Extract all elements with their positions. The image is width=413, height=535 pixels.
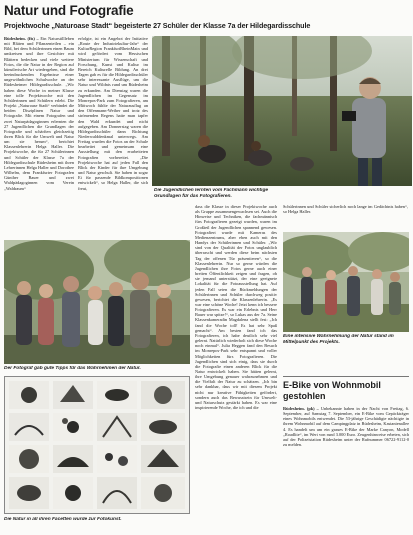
ebike-article-text — [283, 406, 409, 528]
ebike-top-rule — [283, 376, 409, 377]
photo-photographer-forest — [152, 36, 412, 186]
subheadline: Projektwoche „Naturoase Stadt“ begeisterte 27 Schüler der Klasse 7a der Hildegardisschule — [4, 21, 311, 30]
article-column-4 — [283, 204, 408, 228]
headline: Natur und Fotografie — [4, 3, 134, 18]
photo-students-field — [283, 232, 409, 332]
article-column-1 — [4, 36, 74, 236]
caption-right-photo: Die Jugendlichen lernten vom Fachmann wichtige Grundlagen für das Fotografieren. — [154, 188, 269, 199]
dateline: Rüdesheim. (fis) – — [4, 36, 39, 41]
article-column-3 — [195, 204, 277, 530]
photo-grid — [4, 376, 190, 514]
caption-small-photo: Eine intensive Wahrnehmung der Natur stand im Mittelpunkt des Projekts. — [283, 334, 394, 345]
column-2-text: erfolgte, ist ein Angebot der Initiative „Route der Industriekultur-Jahr“ der KulturRegion FrankfurtRheinMain und wird gefördert vom Hessischen Ministerium für Wissenschaft und Forschung, Kunst und Kultur im Bereich Kulturelle Bildung. An drei Tagen gab es für die Hildegardisschüler sehr interessante Ausflüge, um die Natur und Wildnis rund um Rüdesheim zu erkunden. Am Dienstag waren die Jugendlichen im Gegensatz im Monrepos-Park zum Fotografieren, am Mittwoch fühlte der Naturausflug an den Offenmann-Weiher und trotz des strömenden Regens hatte man tapfer den Wald erkundet und nicht aufgegeben. Am Donnerstag waren die Hildegardisschüler dann Richtung Niederwalddenkmal unterwegs. Am Freitag wurden die Fotos an der Schule bearbeitet und gemeinsam eine Ausstellung mit den erarbeiteten Fotografien vorbereitet. „Die Projektwoche hat auf jeden Fall den Blick der Kinder für ihre Umgebung und Natur geschult. Sie haben in sogar Ei für passende Bildkompositionen entwickelt“, so Helga Haller, die sich freut, — [78, 36, 148, 191]
ebike-dateline: Rüdesheim. (pk) – — [283, 406, 319, 411]
caption-photo-grid: Die Natur in all ihren Facetten wurde zur Fotokunst. — [4, 517, 122, 522]
column-4-text: Schülerinnen und Schüler sicherlich noch lange im Gedächtnis haben“, so Helga Haller. — [283, 204, 408, 215]
column-3-text: dass die Klasse in dieser Projektwoche auch als Gruppe zusammengewachsen sei. Auch die Hinweise und Techniken, die fachmännisch fürs Fotografieren gezeigt wurden, waren im Großteil der Jugendlichen spannend gewesen. Fotografiert wurde mit Kameras des Medienzentrums, aber eben auch mit den Handys der Schülerinnen und Schüler. „Wir sind von der Qualität der Fotos unglaublich überrascht und werden diese beim nächsten Tag der offenen Tür präsentieren“, so die Klassenlehrerin. Nur so gerne würden die Jugendlichen ihre Fotos gerne auch einer breiten Öffentlichkeit zeigen und fragen, ob sie jemand unterstützt, der eine geeignete Lokalität für die Fotoausstellung hat. Auf jeden Fall seien die Rückmeldungen der Schülerinnen und Schüler durchweg positiv gewesen, berichtet die Klassenlehrerin. „Es war eine schöne Woche! Jetzt kenn ich bessere Fotografieren. Es war ein Erlebnis und Herr Bauer war spitze!“, so Lukas aus der 7a. Seine Klassenkameradin Magdalena stellt fest: „Ich fand die Woche toll! Es hat sehr Spaß gemacht“. Am besten fand ich das Fotografieren, ich habe deutlich sehr viel gelernt. Natürlich wiederholt sich diese Woche noch einmal“. Julia Heggen fand den Besuch im Monrepos-Park sehr entspannt und voller Möglichkeiten fürs Fotografieren. Die Jugendlichen sind sich einig, dass sie durch die Fotografie einen anderen Blick für die Natur entwickelt haben. Sie hätten gelernt, ihre Umgebung genauer wahrzunehmen und die Vielfalt der Natur zu schätzen. „Ich bin sehr dankbar, dass wir mit diesem Projekt nicht nur kreative Fähigkeiten gefördert, sondern auch das Bewusstsein für Umwelt- und Naturschutz gestärkt haben. Es war eine inspirierende Woche, die ich und die — [195, 204, 277, 411]
article-column-2 — [78, 36, 148, 236]
column-1-text: Ein Naturstillleben mit Blüten und Pflanzenteilen – ein Bild, bei dem Schülerinnen einen Baum umkreisen und ihre Gesichter mit Blättern bedecken und viele weitere Fotos, die die Natur in der Region auf künstlerische Art wiedergeben, sind die beeindruckenden Ergebnisse einer ungewöhnlichen Schulwoche an der Rüdesheimer Hildegardisschule. „Wir haben diese Woche in meiner Klasse eine tolle Projektwoche mit den Schülerinnen und Schülern erlebt. Die Projekt „Naturoase Stadt“ verbindet die beiden Disziplinen Natur und Fotografie. Mit einem Fotografen und zwei Naturpädagoginnen erlernten die 27 Jugendlichen die Grundlagen der Fotografie und schärften gleichzeitig ihren Blick für die Umwelt und Natur um sie herum“, berichtet Klassenlehrerin Helga Haller. Die Projektwoche, die für 27 Schülerinnen und Schüler der Klasse 7a der Hildegardisschule Rüdesheim mit ihren Lehrerinnen Helga Haller und Dorothee Wilhelm, dem Frankfurter Fotografen Günther Bauer und zwei Waldpädagoginnen vom Verein „Waldraum“ — [4, 36, 74, 191]
caption-left-photo: Der Fotograf gab gute Tipps für das Wahrnehmen der Natur. — [4, 366, 141, 371]
ebike-headline: E-Bike von Wohnmobil gestohlen — [283, 380, 381, 401]
photo-group-students — [4, 240, 190, 364]
ebike-body: Unbekannte haben in der Nacht von Freitag, 6. September, auf Samstag 7. September, ein E-Bike vom Gepäckträger eines Wohnmobils entwendet. Die 53-jährige Geschädigte nächtigte in ihrem Wohnmobil auf dem Campingplatz in Rüdesheim, Kastanienallee 4. Es handelt um um ein graues E-Bike der Marke Canyon, Modell „Roadlite“, im Wert von rund 3.000 Euro. Zeugenhinweise erbeten, sich auf der Polizeistation Rüdesheim unter der Rufnummer 06722-9112-0 zu melden. — [283, 406, 409, 448]
